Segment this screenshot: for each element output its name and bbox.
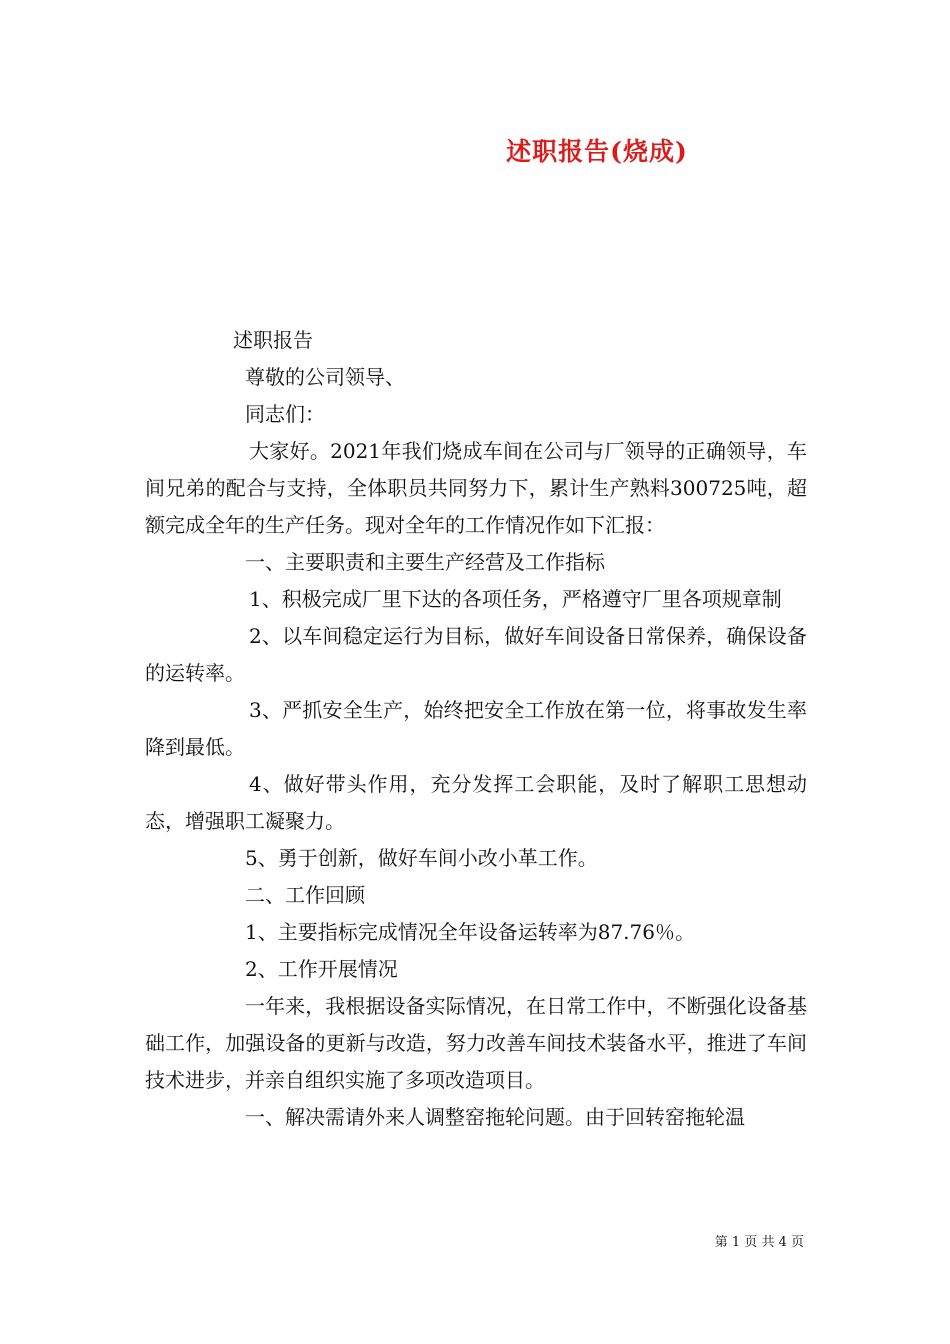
section-heading-1: 一、主要职责和主要生产经营及工作指标 <box>245 550 605 574</box>
list-item: 2、工作开展情况 <box>245 957 398 981</box>
document-title-text: 述职报告(烧成) <box>506 137 688 166</box>
paragraph-intro: 大家好。2021年我们烧成车间在公司与厂领导的正确领导，车间兄弟的配合与支持，全体职员共同努力下，累计生产熟料300725吨，超额完成全年的生产任务。现对全年的工作情况作如下汇报： <box>145 439 807 537</box>
list-item: 4、做好带头作用，充分发挥工会职能，及时了解职工思想动态，增强职工凝聚力。 <box>145 772 807 833</box>
list-item: 1、主要指标完成情况全年设备运转率为87.76％。 <box>245 920 695 944</box>
paragraph-salutation: 尊敬的公司领导、 <box>245 365 405 389</box>
document-title <box>0 132 950 168</box>
page-footer: 第 1 页 共 4 页 <box>714 1235 804 1250</box>
section-heading-2: 二、工作回顾 <box>245 883 365 907</box>
list-item: 2、以车间稳定运行为目标，做好车间设备日常保养，确保设备的运转率。 <box>145 624 807 685</box>
list-item: 1、积极完成厂里下达的各项任务，严格遵守厂里各项规章制 <box>249 587 782 611</box>
paragraph-body: 一年来，我根据设备实际情况，在日常工作中，不断强化设备基础工作，加强设备的更新与改造，努力改善车间技术装备水平，推进了车间技术进步，并亲自组织实施了多项改造项目。 <box>145 994 807 1092</box>
list-item: 5、勇于创新，做好车间小改小革工作。 <box>245 846 598 870</box>
list-item: 3、严抓安全生产，始终把安全工作放在第一位，将事故发生率降到最低。 <box>145 698 807 759</box>
paragraph-salutation-2: 同志们： <box>245 402 325 426</box>
paragraph-heading: 述职报告 <box>233 328 313 352</box>
document-body <box>145 322 807 1136</box>
paragraph-body: 一、解决需请外来人调整窑拖轮问题。由于回转窑拖轮温 <box>245 1105 745 1129</box>
